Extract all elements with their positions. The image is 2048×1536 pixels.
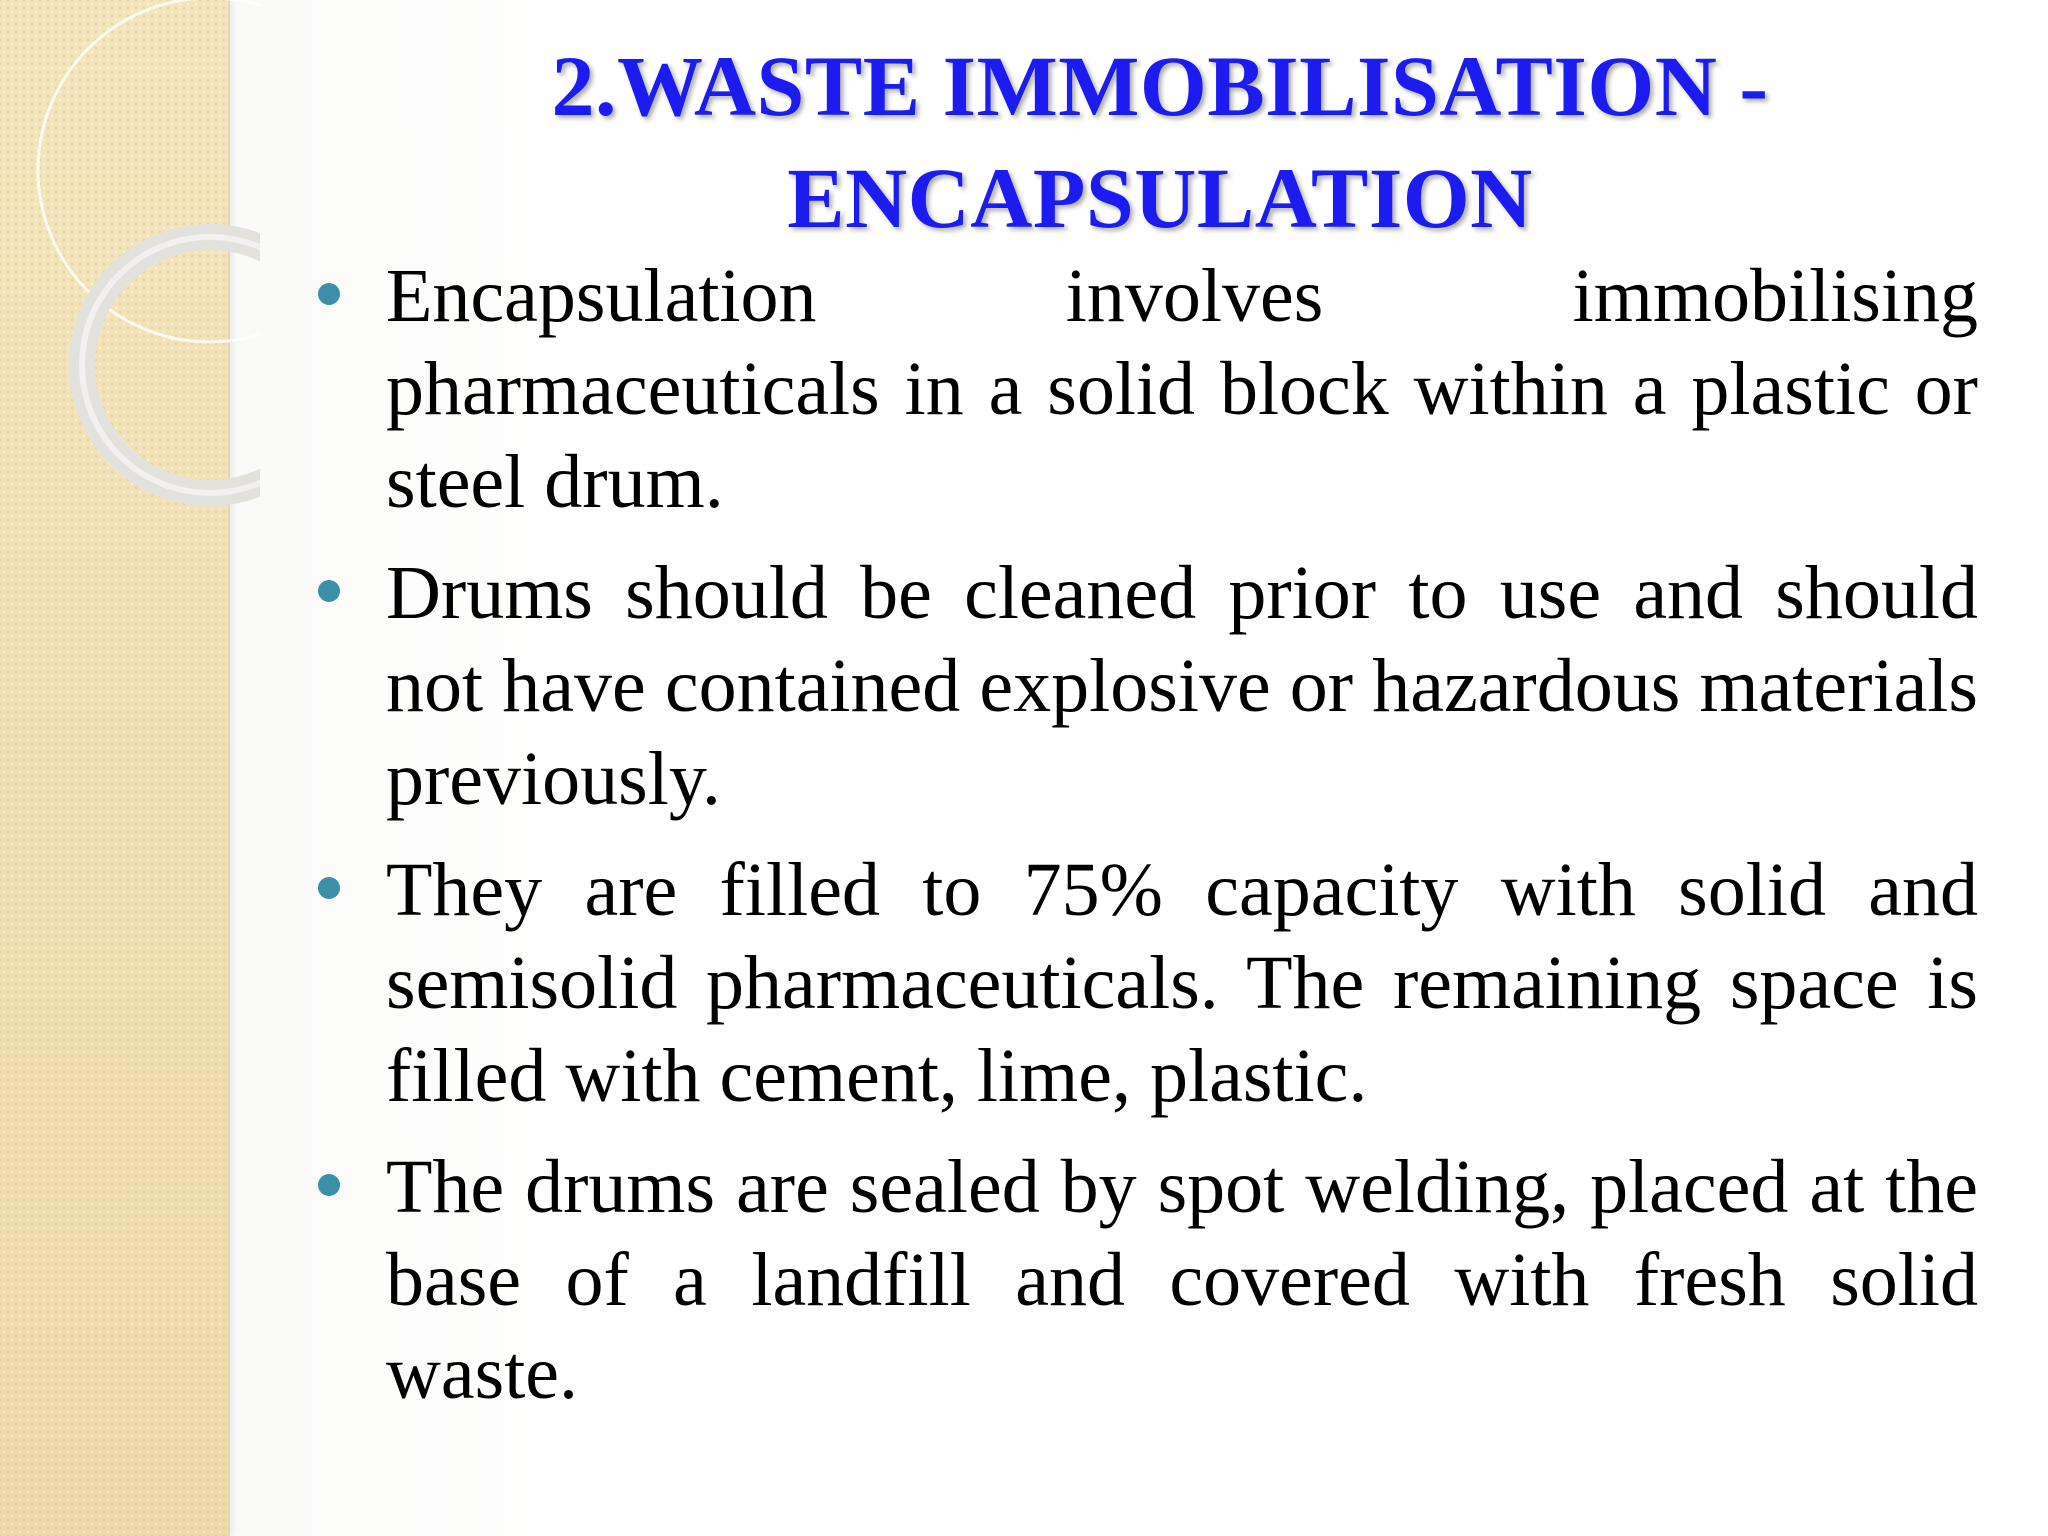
bullet-dot-icon: [318, 1174, 340, 1196]
decorative-circles: [0, 0, 260, 560]
bullet-item: [318, 250, 1978, 529]
bullet-text: The drums are sealed by spot welding, placed at the base of a landfill and covered with fresh solid waste.: [386, 1145, 1978, 1415]
bullet-item: [318, 547, 1978, 826]
bullet-item: [318, 1141, 1978, 1420]
bullet-text: They are filled to 75% capacity with solid and semisolid pharmaceuticals. The remaining space is filled with cement, lime, plastic.: [386, 848, 1978, 1118]
bullet-text: Encapsulation involves immobilising pharmaceuticals in a solid block within a plastic or steel drum.: [386, 254, 1978, 524]
bullet-dot-icon: [318, 877, 340, 899]
slide-title: 2.WASTE IMMOBILISATION - ENCAPSULATION: [551, 38, 1769, 246]
bullet-dot-icon: [318, 580, 340, 602]
large-arc-decoration: [38, 0, 260, 342]
bullet-list: [318, 250, 1978, 1438]
bullet-text: Drums should be cleaned prior to use and should not have contained explosive or hazardous materials previously.: [386, 551, 1978, 821]
ring-decoration: [82, 237, 260, 493]
bullet-dot-icon: [318, 283, 340, 305]
bullet-item: [318, 844, 1978, 1123]
